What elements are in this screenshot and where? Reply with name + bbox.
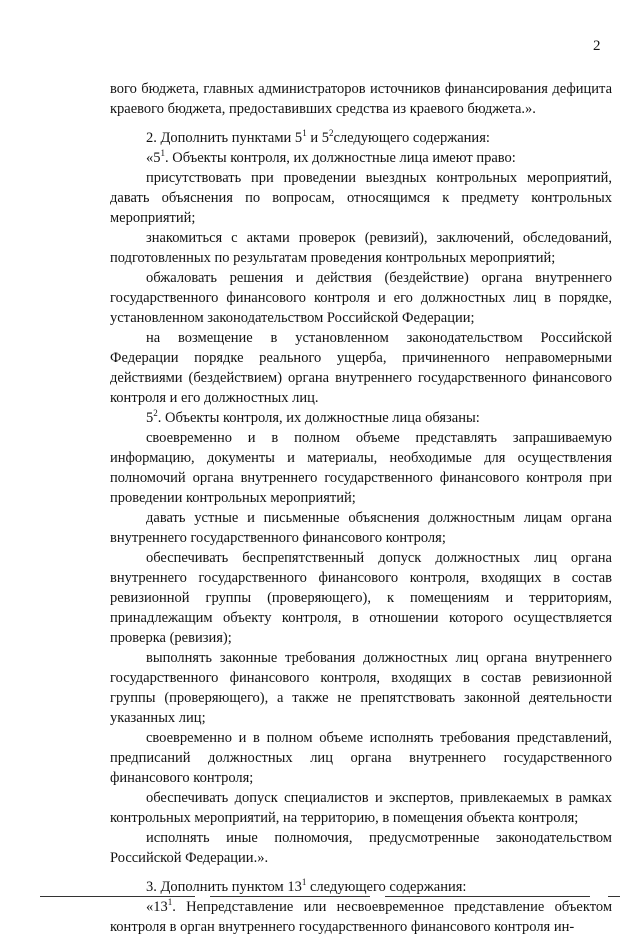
paragraph: присутствовать при проведении выездных контрольных мероприятий, давать объяснения по вопросам, относящимся к предмету контрольных мероприятий; xyxy=(110,170,612,226)
paragraph: обжаловать решения и действия (бездействие) органа внутреннего государственного финансового контроля и его должностных лиц в порядке, установленном законодательством Российской Федерации; xyxy=(110,270,612,326)
paragraph: обеспечивать беспрепятственный допуск должностных лиц органа внутреннего государственного финансового контроля, входящих в состав ревизионной группы (проверяющего), к помещениям и территориям, принадлежащим объекту контроля, в отношении которого осуществляется проверка (ревизия); xyxy=(110,550,612,646)
page-bottom-rule xyxy=(40,896,195,897)
page-bottom-rule xyxy=(385,896,590,897)
paragraph: обеспечивать допуск специалистов и экспертов, привлекаемых в рамках контрольных мероприятий, на территорию, в помещения объекта контроля; xyxy=(110,790,612,826)
document-body xyxy=(110,79,612,937)
paragraph: 2. Дополнить пунктами $5^1$ и $5^2следующего$ содержания: xyxy=(146,128,490,146)
page-bottom-rule xyxy=(210,896,370,897)
paragraph: «$13^1$. Непредставление или несвоевременное представление объектом контроля в орган внутреннего государственного финансового контроля ин- xyxy=(110,897,612,935)
paragraph: знакомиться с актами проверок (ревизий), заключений, обследований, подготовленных по результатам проведения контрольных мероприятий; xyxy=(110,230,612,266)
paragraph: $5^2$. Объекты контроля, их должностные лица обязаны: xyxy=(146,408,480,426)
paragraph: выполнять законные требования должностных лиц органа внутреннего государственного финансового контроля, входящих в состав ревизионной группы (проверяющего), а также не препятствовать законной деятельности указанных лиц; xyxy=(110,650,612,726)
paragraph: «$5^1$. Объекты контроля, их должностные лица имеют право: xyxy=(146,148,516,166)
page-number: 2 xyxy=(593,38,601,54)
paragraph: давать устные и письменные объяснения должностным лицам органа внутреннего государственного финансового контроля; xyxy=(110,510,612,546)
paragraph: вого бюджета, главных администраторов источников финансирования дефицита краевого бюджета, предоставивших средства из краевого бюджета.». xyxy=(110,81,612,117)
paragraph: на возмещение в установленном законодательством Российской Федерации порядке реального ущерба, причиненного неправомерными действиями (бездействием) органа внутреннего государственного финансового контроля и его должностных лиц. xyxy=(110,330,612,406)
paragraph: исполнять иные полномочия, предусмотренные законодательством Российской Федерации.». xyxy=(110,830,612,866)
page-bottom-rule xyxy=(608,896,620,897)
paragraph: 3. Дополнить пунктом $13^1$ следующего содержания: xyxy=(146,877,467,895)
paragraph: своевременно и в полном объеме исполнять требования представлений, предписаний должностных лиц органа внутреннего государственного финансового контроля; xyxy=(110,730,612,786)
paragraph: своевременно и в полном объеме представлять запрашиваемую информацию, документы и материалы, необходимые для осуществления полномочий органа внутреннего государственного финансового контроля при проведении контрольных мероприятий; xyxy=(110,430,612,506)
